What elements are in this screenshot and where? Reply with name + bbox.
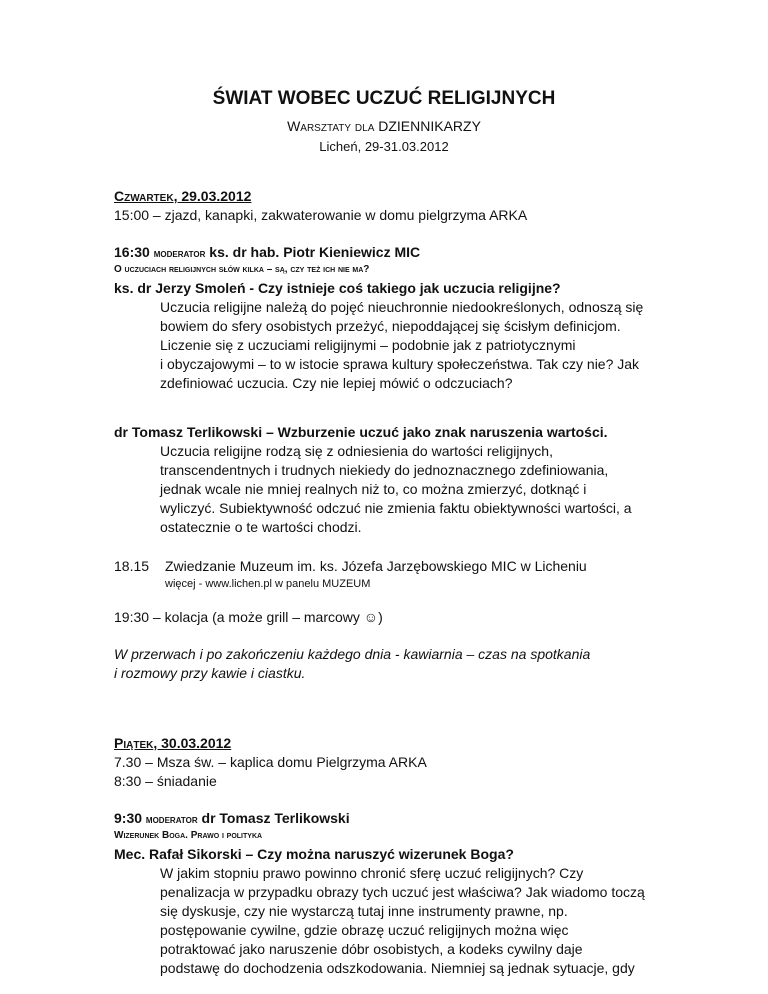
day1-heading-day: Czwartek xyxy=(114,188,174,204)
session1-time: 16:30 xyxy=(114,244,154,260)
session1-moderator-label: moderator xyxy=(153,246,206,260)
day2-heading-day: Piątek xyxy=(114,735,154,751)
session1-talk2-line: wyliczyć. Subiektywność odczuć nie zmienia faktu obiektywności wartości, a xyxy=(160,500,632,516)
session2-talk1-line: penalizacja w przypadku obrazy tych uczuć jest właściwa? Jak wiadomo toczą xyxy=(160,884,645,900)
session2-time: 9:30 xyxy=(114,810,146,826)
session1-topic: O uczuciach religijnych słów kilka – są, czy też ich nie ma? xyxy=(114,264,370,275)
session1-header xyxy=(114,243,420,262)
session1-moderator-name: ks. dr hab. Piotr Kieniewicz MIC xyxy=(205,244,421,260)
session1-talk1-line: i obyczajowymi – to w istocie sprawa kultury społeczeństwa. Tak czy nie? Jak xyxy=(160,356,640,372)
page-subtitle: Warsztaty dla DZIENNIKARZY xyxy=(287,118,481,134)
dinner: 19:30 – kolacja (a może grill – marcowy ☺) xyxy=(114,609,383,625)
session2-talk1-title: Mec. Rafał Sikorski – Czy można naruszyć wizerunek Boga? xyxy=(114,846,514,862)
session1-talk2-line: ostatecznie o te wartości chodzi. xyxy=(160,519,362,535)
museum-time: 18.15 xyxy=(114,558,150,574)
session2-talk1-line: podstawę do dochodzenia odszkodowania. Niemniej są jednak sytuacje, gdy xyxy=(160,960,635,976)
day2-heading-date: , 30.03.2012 xyxy=(153,735,232,751)
session2-header xyxy=(114,809,350,828)
day1-heading xyxy=(114,187,251,205)
session2-topic: Wizerunek Boga. Prawo i polityka xyxy=(114,830,263,841)
session2-moderator-label: moderator xyxy=(145,812,198,826)
day2-heading xyxy=(114,734,231,752)
session2-talk1-line: postępowanie cywilne, gdzie obrazę uczuć religijnych można więc xyxy=(160,922,569,938)
session1-talk1-line: Uczucia religijne należą do pojęć nieuchronnie niedookreślonych, odnoszą się xyxy=(160,299,644,315)
museum-more-link[interactable]: więcej - www.lichen.pl w panelu MUZEUM xyxy=(165,578,371,590)
day1-heading-date: , 29.03.2012 xyxy=(173,188,252,204)
session1-talk2-line: transcendentnych i trudnych niekiedy do jednoznacznego zdefiniowania, xyxy=(160,462,609,478)
session2-moderator-name: dr Tomasz Terlikowski xyxy=(197,810,350,826)
session2-talk1-line: się dyskusje, czy nie wystarczą tutaj inne instrumenty prawne, np. xyxy=(160,903,568,919)
session2-talk1-line: W jakim stopniu prawo powinno chronić sferę uczuć religijnych? Czy xyxy=(160,865,584,881)
breaks-note: i rozmowy przy kawie i ciastku. xyxy=(114,665,306,681)
session2-talk1-line: potraktować jako naruszenie dóbr osobistych, a kodeks cywilny daje xyxy=(160,941,583,957)
session1-talk1-line: zdefiniować uczucia. Czy nie lepiej mówić o odczuciach? xyxy=(160,375,513,391)
session1-talk2-line: jednak wcale nie mniej realnych niż to, co można zmierzyć, dotknąć i xyxy=(160,481,587,497)
session1-talk1-line: bowiem do sfery osobistych przeżyć, niepoddającej się ścisłym definicjom. xyxy=(160,318,621,334)
breaks-note: W przerwach i po zakończeniu każdego dnia - kawiarnia – czas na spotkania xyxy=(114,646,591,662)
session1-talk2-title: dr Tomasz Terlikowski – Wzburzenie uczuć jako znak naruszenia wartości. xyxy=(114,424,608,440)
place-date: Licheń, 29-31.03.2012 xyxy=(319,139,449,154)
day1-arrival: 15:00 – zjazd, kanapki, zakwaterowanie w domu pielgrzyma ARKA xyxy=(114,207,528,223)
session1-talk1-title: ks. dr Jerzy Smoleń - Czy istnieje coś takiego jak uczucia religijne? xyxy=(114,280,561,296)
day2-mass: 7.30 – Msza św. – kaplica domu Pielgrzyma ARKA xyxy=(114,754,427,770)
session1-talk2-line: Uczucia religijne rodzą się z odniesienia do wartości religijnych, xyxy=(160,443,553,459)
museum-text: Zwiedzanie Muzeum im. ks. Józefa Jarzębowskiego MIC w Licheniu xyxy=(165,558,587,574)
session1-talk1-line: Liczenie się z uczuciami religijnymi – podobnie jak z patriotycznymi xyxy=(160,337,576,353)
day2-breakfast: 8:30 – śniadanie xyxy=(114,773,217,789)
page-title: ŚWIAT WOBEC UCZUĆ RELIGIJNYCH xyxy=(212,88,556,109)
